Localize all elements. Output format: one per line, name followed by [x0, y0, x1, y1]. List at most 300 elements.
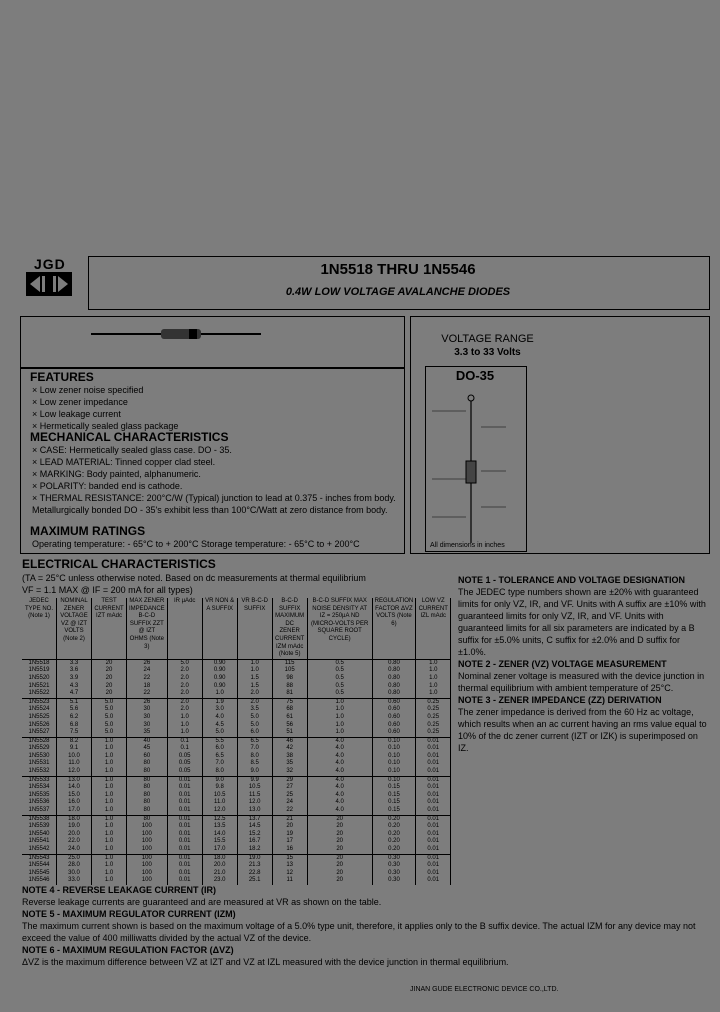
- table-cell: 2.0: [237, 690, 272, 698]
- table-row: [22, 807, 451, 815]
- table-cell: 1N5528: [22, 737, 57, 745]
- table-cell: 5.0: [92, 698, 127, 706]
- table-cell: 1N5536: [22, 799, 57, 807]
- table-cell: 0.01: [167, 854, 202, 862]
- table-cell: 1N5522: [22, 690, 57, 698]
- note5-text: The maximum current shown is based on the maximum voltage of a 5.0% type unit, therefore, it applies only to the B suffix device. The actual IZM for any device may not exceed the value of 400 milliwatts divided by the actual VZ of the device.: [22, 921, 696, 943]
- table-cell: 100: [127, 870, 168, 878]
- list-item: × THERMAL RESISTANCE: 200°C/W (Typical) junction to lead at 0.375 - inches from body. Metallurgically bonded DO - 35's exhibit less than 100°C/Watt at zero distance from body.: [32, 493, 396, 515]
- table-cell: 24: [272, 799, 307, 807]
- table-cell: 20: [92, 667, 127, 675]
- table-cell: 14.5: [237, 823, 272, 831]
- table-cell: 5.6: [57, 706, 92, 714]
- table-cell: 25.0: [57, 854, 92, 862]
- table-cell: 0.01: [416, 831, 451, 839]
- table-cell: 1.0: [92, 846, 127, 854]
- table-cell: 1N5523: [22, 698, 57, 706]
- table-cell: 0.15: [372, 807, 416, 815]
- features-list: [32, 384, 178, 432]
- table-cell: 80: [127, 768, 168, 776]
- table-cell: 17.0: [202, 846, 237, 854]
- table-cell: 100: [127, 846, 168, 854]
- table-cell: 4.7: [57, 690, 92, 698]
- table-cell: 1.5: [237, 683, 272, 691]
- table-cell: 16.0: [57, 799, 92, 807]
- table-cell: 20: [272, 823, 307, 831]
- table-cell: 7.0: [202, 760, 237, 768]
- table-cell: 88: [272, 683, 307, 691]
- table-cell: 51: [272, 729, 307, 737]
- table-cell: 24: [127, 667, 168, 675]
- note3-title: NOTE 3 - ZENER IMPEDANCE (ZZ) DERIVATION: [458, 695, 662, 705]
- table-cell: 1.0: [92, 737, 127, 745]
- table-cell: 20: [307, 862, 372, 870]
- table-cell: 28.0: [57, 862, 92, 870]
- table-cell: 0.60: [372, 714, 416, 722]
- table-cell: 2.0: [237, 698, 272, 706]
- table-cell: 100: [127, 854, 168, 862]
- table-cell: 80: [127, 784, 168, 792]
- table-row: [22, 776, 451, 784]
- table-cell: 18.0: [57, 815, 92, 823]
- note2-title: NOTE 2 - ZENER (VZ) VOLTAGE MEASUREMENT: [458, 659, 667, 669]
- table-cell: 1N5541: [22, 838, 57, 846]
- table-row: [22, 675, 451, 683]
- table-cell: 0.10: [372, 753, 416, 761]
- table-cell: 0.01: [416, 815, 451, 823]
- table-cell: 0.25: [416, 722, 451, 730]
- table-cell: 0.01: [167, 838, 202, 846]
- table-cell: 2.0: [167, 683, 202, 691]
- list-item: × Hermetically sealed glass package: [32, 421, 179, 431]
- table-cell: 27: [272, 784, 307, 792]
- table-cell: 15.0: [57, 792, 92, 800]
- table-cell: 38: [272, 753, 307, 761]
- table-cell: 0.05: [167, 753, 202, 761]
- table-cell: 4.0: [307, 792, 372, 800]
- table-cell: 115: [272, 659, 307, 667]
- table-row: [22, 815, 451, 823]
- table-cell: 11: [272, 877, 307, 885]
- table-cell: 1N5538: [22, 815, 57, 823]
- table-cell: 100: [127, 823, 168, 831]
- table-cell: 1.0: [202, 690, 237, 698]
- table-cell: 6.5: [202, 753, 237, 761]
- table-cell: 1.0: [167, 714, 202, 722]
- table-cell: 0.80: [372, 690, 416, 698]
- note2-text: Nominal zener voltage is measured with the device junction in thermal equilibrium with ambient temperature of 25°C.: [458, 671, 705, 693]
- table-cell: 0.01: [167, 799, 202, 807]
- table-cell: 13.5: [202, 823, 237, 831]
- table-cell: 1.0: [92, 815, 127, 823]
- table-cell: 0.25: [416, 698, 451, 706]
- table-cell: 33.0: [57, 877, 92, 885]
- note4-text: Reverse leakage currents are guaranteed and are measured at VR as shown on the table.: [22, 897, 382, 907]
- table-cell: 0.10: [372, 737, 416, 745]
- table-cell: 0.01: [416, 760, 451, 768]
- table-cell: 6.5: [237, 737, 272, 745]
- table-cell: 1.0: [92, 877, 127, 885]
- list-item: × POLARITY: banded end is cathode.: [32, 481, 183, 491]
- table-cell: 10.5: [237, 784, 272, 792]
- table-header-cell: VR NON & A SUFFIX: [202, 598, 237, 659]
- table-cell: 26: [127, 698, 168, 706]
- table-cell: 0.15: [372, 792, 416, 800]
- table-cell: 16: [272, 846, 307, 854]
- table-cell: 0.10: [372, 776, 416, 784]
- table-cell: 0.01: [416, 846, 451, 854]
- note6-text: ΔVZ is the maximum difference between VZ at IZT and VZ at IZL measured with the device junction in thermal equilibrium.: [22, 957, 509, 967]
- table-cell: 18.2: [237, 846, 272, 854]
- table-cell: 26: [127, 659, 168, 667]
- table-cell: 18: [127, 683, 168, 691]
- table-cell: 0.30: [372, 862, 416, 870]
- table-cell: 15.5: [202, 838, 237, 846]
- note5-title: NOTE 5 - MAXIMUM REGULATOR CURRENT (IZM): [22, 909, 236, 919]
- table-cell: 1.0: [92, 838, 127, 846]
- table-cell: 0.01: [167, 846, 202, 854]
- table-row: [22, 838, 451, 846]
- table-cell: 8.0: [237, 753, 272, 761]
- note1-title: NOTE 1 - TOLERANCE AND VOLTAGE DESIGNATION: [458, 575, 686, 585]
- table-cell: 5.0: [167, 659, 202, 667]
- table-cell: 2.0: [167, 690, 202, 698]
- table-cell: 20: [307, 877, 372, 885]
- footer-text: JINAN GUDE ELECTRONIC DEVICE CO.,LTD.: [410, 986, 559, 993]
- table-cell: 100: [127, 877, 168, 885]
- table-cell: 14.0: [57, 784, 92, 792]
- table-cell: 20.0: [57, 831, 92, 839]
- table-cell: 4.0: [307, 776, 372, 784]
- table-cell: 1.5: [237, 675, 272, 683]
- table-cell: 29: [272, 776, 307, 784]
- table-cell: 20: [307, 870, 372, 878]
- table-cell: 13.7: [237, 815, 272, 823]
- table-cell: 1.0: [92, 854, 127, 862]
- table-cell: 22.8: [237, 870, 272, 878]
- table-cell: 1.0: [92, 753, 127, 761]
- table-cell: 1.0: [92, 807, 127, 815]
- table-header-cell: LOW VZ CURRENT IZL mAdc: [416, 598, 451, 659]
- table-cell: 5.0: [92, 706, 127, 714]
- table-cell: 80: [127, 815, 168, 823]
- table-cell: 0.01: [416, 753, 451, 761]
- table-row: [22, 846, 451, 854]
- table-cell: 22: [272, 807, 307, 815]
- table-cell: 5.0: [92, 722, 127, 730]
- table-cell: 1.0: [416, 659, 451, 667]
- table-cell: 16.7: [237, 838, 272, 846]
- table-row: [22, 862, 451, 870]
- table-row: [22, 729, 451, 737]
- table-cell: 1.0: [307, 714, 372, 722]
- table-cell: 25: [272, 792, 307, 800]
- table-cell: 4.5: [202, 722, 237, 730]
- table-row: [22, 784, 451, 792]
- table-cell: 20: [92, 659, 127, 667]
- table-cell: 1N5531: [22, 760, 57, 768]
- table-cell: 1.0: [307, 722, 372, 730]
- table-cell: 0.90: [202, 659, 237, 667]
- table-cell: 0.25: [416, 706, 451, 714]
- table-cell: 30: [127, 722, 168, 730]
- table-row: [22, 706, 451, 714]
- table-cell: 3.3: [57, 659, 92, 667]
- table-cell: 0.80: [372, 675, 416, 683]
- table-cell: 0.01: [416, 838, 451, 846]
- table-cell: 19: [272, 831, 307, 839]
- table-row: [22, 659, 451, 667]
- table-cell: 19.0: [237, 854, 272, 862]
- table-cell: 0.01: [167, 862, 202, 870]
- table-header-cell: REGULATION FACTOR ΔVZ VOLTS (Note 6): [372, 598, 416, 659]
- table-cell: 4.0: [307, 745, 372, 753]
- table-cell: 32: [272, 768, 307, 776]
- table-cell: 0.60: [372, 698, 416, 706]
- table-cell: 7.5: [57, 729, 92, 737]
- table-cell: 0.30: [372, 877, 416, 885]
- table-cell: 0.20: [372, 838, 416, 846]
- table-cell: 0.90: [202, 675, 237, 683]
- table-header-cell: TEST CURRENT IZT mAdc: [92, 598, 127, 659]
- table-cell: 61: [272, 714, 307, 722]
- table-cell: 1N5529: [22, 745, 57, 753]
- table-cell: 1N5534: [22, 784, 57, 792]
- table-cell: 45: [127, 745, 168, 753]
- features-heading: FEATURES: [30, 370, 94, 384]
- table-cell: 1N5525: [22, 714, 57, 722]
- table-cell: 1.0: [416, 675, 451, 683]
- table-cell: 24.0: [57, 846, 92, 854]
- table-cell: 5.0: [237, 714, 272, 722]
- table-cell: 0.20: [372, 846, 416, 854]
- table-cell: 5.1: [57, 698, 92, 706]
- table-cell: 1.0: [92, 799, 127, 807]
- table-cell: 1.0: [92, 870, 127, 878]
- table-cell: 11.0: [202, 799, 237, 807]
- table-cell: 13.0: [57, 776, 92, 784]
- table-cell: 80: [127, 807, 168, 815]
- table-cell: 0.01: [416, 792, 451, 800]
- table-cell: 1.0: [167, 729, 202, 737]
- page-subtitle: 0.4W LOW VOLTAGE AVALANCHE DIODES: [285, 286, 511, 298]
- table-cell: 0.10: [372, 768, 416, 776]
- note4-title: NOTE 4 - REVERSE LEAKAGE CURRENT (IR): [22, 885, 217, 895]
- table-cell: 0.10: [372, 745, 416, 753]
- table-row: [22, 745, 451, 753]
- table-cell: 25.1: [237, 877, 272, 885]
- table-cell: 2.0: [167, 667, 202, 675]
- package-name: DO-35: [455, 368, 495, 383]
- table-cell: 1N5532: [22, 768, 57, 776]
- table-cell: 18.0: [202, 854, 237, 862]
- table-cell: 0.01: [416, 807, 451, 815]
- table-cell: 81: [272, 690, 307, 698]
- table-cell: 20: [92, 675, 127, 683]
- table-cell: 1N5520: [22, 675, 57, 683]
- list-item: × MARKING: Body painted, alphanumeric.: [32, 469, 201, 479]
- table-cell: 2.0: [167, 675, 202, 683]
- table-cell: 0.80: [372, 683, 416, 691]
- voltage-range-value: 3.3 to 33 Volts: [454, 347, 521, 358]
- table-cell: 8.5: [237, 760, 272, 768]
- table-header-cell: NOMINAL ZENER VOLTAGE VZ @ IZT VOLTS (Note 2): [57, 598, 92, 659]
- table-cell: 75: [272, 698, 307, 706]
- table-cell: 42: [272, 745, 307, 753]
- table-cell: 0.01: [416, 854, 451, 862]
- table-cell: 9.0: [237, 768, 272, 776]
- table-cell: 0.01: [167, 870, 202, 878]
- table-cell: 5.0: [237, 722, 272, 730]
- electrical-conditions-2: VF = 1.1 MAX @ IF = 200 mA for all types): [22, 585, 193, 595]
- table-cell: 20: [307, 831, 372, 839]
- table-cell: 1.0: [237, 659, 272, 667]
- brand-logo-text: JGD: [34, 256, 66, 272]
- table-cell: 4.0: [202, 714, 237, 722]
- table-row: [22, 870, 451, 878]
- table-cell: 10.0: [57, 753, 92, 761]
- table-cell: 0.60: [372, 706, 416, 714]
- table-row: [22, 690, 451, 698]
- electrical-table-wrap: [22, 598, 452, 885]
- table-row: [22, 854, 451, 862]
- table-cell: 1.0: [167, 722, 202, 730]
- table-cell: 15.2: [237, 831, 272, 839]
- table-cell: 0.60: [372, 729, 416, 737]
- table-cell: 17.0: [57, 807, 92, 815]
- table-cell: 5.0: [92, 714, 127, 722]
- table-cell: 12: [272, 870, 307, 878]
- table-cell: 2.0: [167, 706, 202, 714]
- table-cell: 4.3: [57, 683, 92, 691]
- table-cell: 20: [307, 846, 372, 854]
- table-cell: 0.05: [167, 760, 202, 768]
- table-cell: 10.5: [202, 792, 237, 800]
- note1-text: The JEDEC type numbers shown are ±20% with guaranteed limits for only VZ, IR, and VF. Units with A suffix are ±10% with guaranteed limits for only VZ, IR, and VF. Units with guaranteed limits for all six parameters are indicated by a B suffix for ±5.0% units, C suffix for ±2.0% and D suffix for ±1.0%.: [458, 587, 706, 657]
- table-cell: 3.6: [57, 667, 92, 675]
- list-item: × Low zener noise specified: [32, 385, 144, 395]
- note3-text: The zener impedance is derived from the 60 Hz ac voltage, which results when an ac current having an rms value equal to 10% of the dc zener current (IZT or IZK) is superimposed on IZ.: [458, 707, 707, 753]
- table-cell: 1.0: [307, 706, 372, 714]
- table-cell: 0.30: [372, 870, 416, 878]
- table-cell: 1.0: [92, 760, 127, 768]
- table-cell: 0.01: [167, 807, 202, 815]
- table-cell: 68: [272, 706, 307, 714]
- table-cell: 1N5540: [22, 831, 57, 839]
- package-outline-drawing: [426, 367, 526, 551]
- package-box: [425, 366, 527, 552]
- table-cell: 5.0: [92, 729, 127, 737]
- table-cell: 20: [307, 838, 372, 846]
- table-cell: 0.90: [202, 683, 237, 691]
- table-cell: 0.15: [372, 799, 416, 807]
- table-cell: 13: [272, 862, 307, 870]
- table-cell: 20: [92, 690, 127, 698]
- table-cell: 12.0: [57, 768, 92, 776]
- table-row: [22, 768, 451, 776]
- table-cell: 8.2: [57, 737, 92, 745]
- table-cell: 20: [307, 815, 372, 823]
- table-cell: 4.0: [307, 753, 372, 761]
- table-cell: 1.0: [416, 667, 451, 675]
- brand-logo-icon: [26, 272, 72, 296]
- table-cell: 22: [127, 690, 168, 698]
- table-cell: 20.0: [202, 862, 237, 870]
- table-cell: 0.1: [167, 737, 202, 745]
- table-cell: 14.0: [202, 831, 237, 839]
- mechanical-heading: MECHANICAL CHARACTERISTICS: [30, 430, 229, 444]
- table-cell: 100: [127, 838, 168, 846]
- table-cell: 0.01: [167, 823, 202, 831]
- max-ratings-text: Operating temperature: - 65°C to + 200°C Storage temperature: - 65°C to + 200°C: [32, 539, 360, 549]
- note6-title: NOTE 6 - MAXIMUM REGULATION FACTOR (ΔVZ): [22, 945, 234, 955]
- list-item: × CASE: Hermetically sealed glass case. DO - 35.: [32, 445, 232, 455]
- table-cell: 0.01: [167, 792, 202, 800]
- table-cell: 4.0: [307, 799, 372, 807]
- table-cell: 98: [272, 675, 307, 683]
- table-row: [22, 698, 451, 706]
- table-cell: 0.01: [416, 823, 451, 831]
- table-cell: 0.20: [372, 831, 416, 839]
- table-cell: 1N5537: [22, 807, 57, 815]
- table-cell: 12.0: [237, 799, 272, 807]
- table-cell: 35: [272, 760, 307, 768]
- table-cell: 0.80: [372, 659, 416, 667]
- table-cell: 80: [127, 799, 168, 807]
- table-cell: 0.80: [372, 667, 416, 675]
- table-cell: 0.01: [416, 768, 451, 776]
- mechanical-list: [32, 444, 397, 516]
- table-row: [22, 737, 451, 745]
- table-cell: 9.0: [202, 776, 237, 784]
- bottom-notes: [22, 884, 712, 968]
- table-cell: 4.0: [307, 737, 372, 745]
- table-cell: 9.9: [237, 776, 272, 784]
- table-cell: 80: [127, 792, 168, 800]
- table-cell: 20: [307, 823, 372, 831]
- table-row: [22, 667, 451, 675]
- table-cell: 1N5542: [22, 846, 57, 854]
- table-cell: 56: [272, 722, 307, 730]
- table-cell: 0.01: [167, 877, 202, 885]
- table-cell: 0.01: [416, 784, 451, 792]
- table-cell: 1.0: [92, 768, 127, 776]
- table-cell: 0.01: [416, 862, 451, 870]
- list-item: × Low zener impedance: [32, 397, 128, 407]
- table-cell: 30: [127, 714, 168, 722]
- table-cell: 1N5546: [22, 877, 57, 885]
- table-row: [22, 753, 451, 761]
- list-item: × Low leakage current: [32, 409, 121, 419]
- table-cell: 0.5: [307, 683, 372, 691]
- table-cell: 8.0: [202, 768, 237, 776]
- electrical-table: [22, 598, 451, 885]
- table-row: [22, 722, 451, 730]
- table-cell: 1.0: [307, 729, 372, 737]
- table-row: [22, 823, 451, 831]
- table-cell: 7.0: [237, 745, 272, 753]
- voltage-range-title: VOLTAGE RANGE: [441, 333, 534, 345]
- table-cell: 1.0: [416, 683, 451, 691]
- table-cell: 21.3: [237, 862, 272, 870]
- table-row: [22, 792, 451, 800]
- table-cell: 0.01: [416, 776, 451, 784]
- table-cell: 20: [307, 854, 372, 862]
- table-header-cell: IR µAdc: [167, 598, 202, 659]
- table-cell: 0.5: [307, 690, 372, 698]
- table-cell: 0.01: [416, 745, 451, 753]
- table-cell: 2.0: [167, 698, 202, 706]
